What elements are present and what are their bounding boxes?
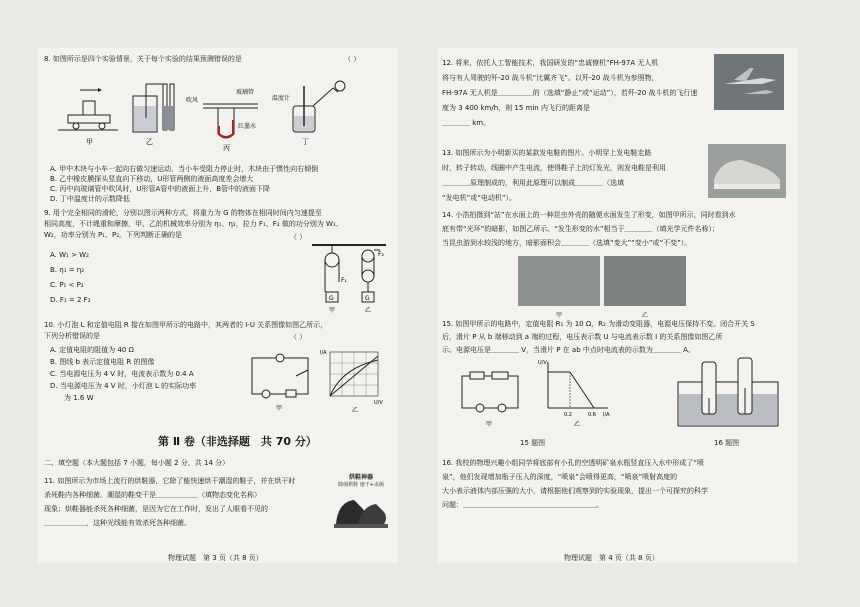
option-a: A. W₁ > W₂ xyxy=(50,251,89,259)
figure-label-c: 丙 xyxy=(223,144,230,152)
option-b: B. η₁ = η₂ xyxy=(50,266,85,274)
question-13-line-3: ＿＿＿＿原理制成的，利用此原理可以制成＿＿＿＿（选填 xyxy=(442,179,624,187)
shoe-dryer-title: 烘鞋神器 xyxy=(348,474,373,481)
question-15-line-2: 后，滑片 P 从 b 端移动到 a 端的过程，电压表示数 U 与电流表示数 I 的关系图像如图乙所 xyxy=(442,333,723,341)
tick-label: 0.2 xyxy=(564,412,572,418)
force-label-f2: F₂ xyxy=(378,251,384,258)
question-15-figures xyxy=(458,358,658,438)
figure-label-b: 乙 xyxy=(146,138,153,146)
figure-label-a: 甲 xyxy=(329,307,336,314)
figure-label-b: 乙 xyxy=(352,407,359,414)
shoe-dryer-image xyxy=(328,472,394,540)
weight-label: G xyxy=(365,295,370,302)
option-a: A. 甲中木块与小车一起向右做匀速运动，当小车受阻力停止时，木块由于惯性向右倾倒 xyxy=(50,165,319,173)
question-9 xyxy=(44,208,389,241)
figure-u-tube-blow xyxy=(186,88,258,138)
shoe-photo xyxy=(708,144,786,198)
option-d: D. 丁中温度计的示数降低 xyxy=(50,195,130,203)
figure-label-a: 甲 xyxy=(486,421,493,428)
figure-pressure-gauge xyxy=(133,84,174,132)
question-14-line-2: 底有带“光环”的暗影，如图乙所示。“发生形变的水”相当于＿＿＿＿（填光学元件名称）； xyxy=(442,225,720,233)
weight-label: G xyxy=(329,295,334,302)
i-u-graph xyxy=(320,350,383,414)
question-15-line-3: 示。电源电压是＿＿＿＿ V，当滑片 P 在 ab 中点时电流表的示数为＿＿＿＿ A。 xyxy=(442,346,695,354)
label-thermometer: 温度计 xyxy=(272,95,291,102)
question-13-line-1: 13. 如图所示为小明新买的某款发电鞋的图片。小明穿上发电鞋走路 xyxy=(442,149,652,157)
axis-label-voltage: U/V xyxy=(374,400,383,406)
question-8 xyxy=(44,54,384,65)
question-9-line-3: W₂，功率分别为 P₁、P₂。下列判断正确的是 xyxy=(44,231,183,239)
question-14-line-3: 当昆虫游到水较浅的地方，暗影面积会＿＿＿＿（选填“变大”“变小”或“不变”）。 xyxy=(442,239,692,247)
question-9-options xyxy=(50,248,91,308)
drone-jet-photo xyxy=(714,54,784,110)
caption-question-16: 16 题图 xyxy=(714,439,740,447)
exam-page-4 xyxy=(438,48,798,563)
question-11-line-2: 杀死鞋内各种细菌。潮湿的鞋变干是＿＿＿＿＿＿（填物态变化名称） xyxy=(44,491,261,499)
question-16 xyxy=(442,456,794,512)
question-8-options xyxy=(50,164,390,204)
question-10-line-1: 10. 小灯泡 L 和定值电阻 R 接在如图甲所示的电路中，其两者的 I-U 关系图像如图乙所示， xyxy=(44,321,328,329)
option-a: A. 定值电阻的阻值为 40 Ω xyxy=(50,346,134,354)
figure-label-b: 乙 xyxy=(365,307,372,314)
water-strider-photo-b xyxy=(604,256,686,306)
question-13-line-2: 时，转子转动，线圈中产生电流，使得鞋子上的灯发光，则发电鞋是利用 xyxy=(442,164,666,172)
question-12 xyxy=(442,56,702,131)
question-11-line-4: ＿＿＿＿＿＿，这种光线能有效杀死各种细菌。 xyxy=(44,519,191,527)
jet-icon xyxy=(714,54,784,110)
question-16-line-4: 问题：＿＿＿＿＿＿＿＿＿＿＿＿＿＿＿＿＿＿＿。 xyxy=(442,501,603,509)
figure-flask-thermometer xyxy=(272,81,345,132)
figure-cart-block xyxy=(58,88,118,130)
axis-label-voltage: U/V xyxy=(538,360,547,366)
caption-question-15: 15 题图 xyxy=(520,439,546,447)
label-glass-tube: 玻璃管 xyxy=(236,89,255,96)
question-16-line-3: 大小表示液体内部压强的大小，请根据他们观察到的实验现象，提出一个可探究的科学 xyxy=(442,487,708,495)
axis-label-current: I/A xyxy=(320,350,327,356)
question-16-line-1: 16. 我校的物理兴趣小组同学将底部有小孔的空透明矿泉水瓶竖直压入水中形成了“喷 xyxy=(442,459,704,467)
question-14-line-1: 14. 小浩拍摄到“站”在水面上的一种昆虫外壳的随便水面发生了形变，如图甲所示，同时看到水 xyxy=(442,211,736,219)
question-10-options xyxy=(50,344,196,404)
question-11-line-3: 现象；烘鞋器能杀死各种细菌，是因为它在工作时，发出了人眼看不见的 xyxy=(44,505,268,513)
fill-in-header: 二、填空题（本大题包括 7 小题，每小题 2 分，共 14 分） xyxy=(44,459,230,467)
answer-bracket: （ ） xyxy=(290,233,307,241)
page-footer: 物理试题 第 4 页（共 8 页） xyxy=(564,554,659,562)
label-red-ink: 红墨水 xyxy=(238,123,257,130)
force-label-f1: F₁ xyxy=(341,277,347,284)
figure-label-b: 乙 xyxy=(642,312,649,319)
question-14 xyxy=(442,208,794,250)
question-15-line-1: 15. 如图甲所示的电路中，定值电阻 R₁ 为 10 Ω，R₂ 为滑动变阻器，电源电压保持不变。闭合开关 S xyxy=(442,320,755,328)
option-b: B. 图线 b 表示定值电阻 R 的图像 xyxy=(50,358,155,366)
option-c: C. 当电源电压为 4 V 时，电流表示数为 0.4 A xyxy=(50,370,194,378)
figure-label-a: 甲 xyxy=(86,138,93,146)
figure-label-d: 丁 xyxy=(302,138,309,146)
question-12-line-3: FH-97A 无人机是＿＿＿＿＿的（选填“静止”或“运动”），若歼-20 战斗机的飞行速度为 3 400 km/h，则 15 min 内飞行的距离是 xyxy=(442,89,698,112)
question-10 xyxy=(44,320,389,342)
question-10-line-2: 下列分析错误的是 xyxy=(44,332,100,340)
tick-label: 0.6 xyxy=(588,412,596,418)
question-12-line-2: 将与有人驾驶的歼-20 战斗机“比翼齐飞”。以歼-20 战斗机为参照物， xyxy=(442,74,659,82)
page-footer: 物理试题 第 3 页（共 8 页） xyxy=(168,554,263,562)
question-8-text: 8. 如图所示是四个实验情景，关于每个实验的结果预测错误的是 xyxy=(44,55,242,63)
option-d-continued: 为 1.6 W xyxy=(64,394,94,402)
label-blow: 吹风 xyxy=(186,97,199,104)
question-8-figures xyxy=(58,76,358,166)
figure-label-a: 甲 xyxy=(556,312,563,319)
question-13-line-4: “发电机”或“电动机”）。 xyxy=(442,194,517,202)
exam-page-3 xyxy=(38,48,398,563)
question-11 xyxy=(44,474,314,530)
question-9-line-2: 相同高度，不计绳重和摩擦，甲、乙的机械效率分别为 η₁、η₂，拉力 F₁、F₂ 做的功分别为 W₁、 xyxy=(44,220,343,228)
question-16-figure xyxy=(668,352,788,432)
u-i-graph xyxy=(538,360,610,428)
shoe-dryer-subtitle: 除菌烘鞋 速干+杀菌 xyxy=(338,482,384,488)
section-title: 第 Ⅱ 卷（非选择题 共 70 分） xyxy=(158,435,317,448)
shoe-icon xyxy=(708,144,786,198)
axis-label-current: I/A xyxy=(603,412,610,418)
question-9-pulley-figures xyxy=(310,242,390,314)
question-13 xyxy=(442,146,702,206)
answer-bracket: （ ） xyxy=(344,55,361,63)
figure-label-a: 甲 xyxy=(276,405,283,412)
option-d: D. 当电源电压为 4 V 时，小灯泡 L 的实际功率 xyxy=(50,382,197,390)
question-12-line-1: 12. 将来，依托人工智能技术，我国研发的“忠诚僚机”FH-97A 无人机 xyxy=(442,59,659,67)
figure-label-b: 乙 xyxy=(574,421,581,428)
option-c: C. 丙中向玻璃管中吹风时，U形管A管中的液面上升，B管中的液面下降 xyxy=(50,185,271,193)
option-d: D. F₁ = 2 F₂ xyxy=(50,296,91,304)
answer-bracket: （ ） xyxy=(290,333,307,341)
question-12-line-4: ＿＿＿＿ km。 xyxy=(442,119,491,127)
option-c: C. P₁ < P₂ xyxy=(50,281,84,289)
question-16-line-2: 泉”，他们发现增加瓶子压入的深度，“喷泉”会喷得更高，“喷泉”喷射高度的 xyxy=(442,473,678,481)
water-strider-photo-a xyxy=(518,256,600,306)
shoe-dryer-icon xyxy=(328,488,394,532)
option-b: B. 乙中橡皮膜探头竖直向下移动，U形管两侧的液面高度差会增大 xyxy=(50,175,254,183)
question-9-line-1: 9. 用个完全相同的滑轮，分别以图示两种方式，将重力为 G 的物体在相同时间内匀速提至 xyxy=(44,209,322,217)
question-11-line-1: 11. 如图所示为市场上流行的烘鞋器，它除了能快速烘干潮湿的鞋子，并在烘干时 xyxy=(44,477,296,485)
question-10-figures xyxy=(250,346,390,416)
